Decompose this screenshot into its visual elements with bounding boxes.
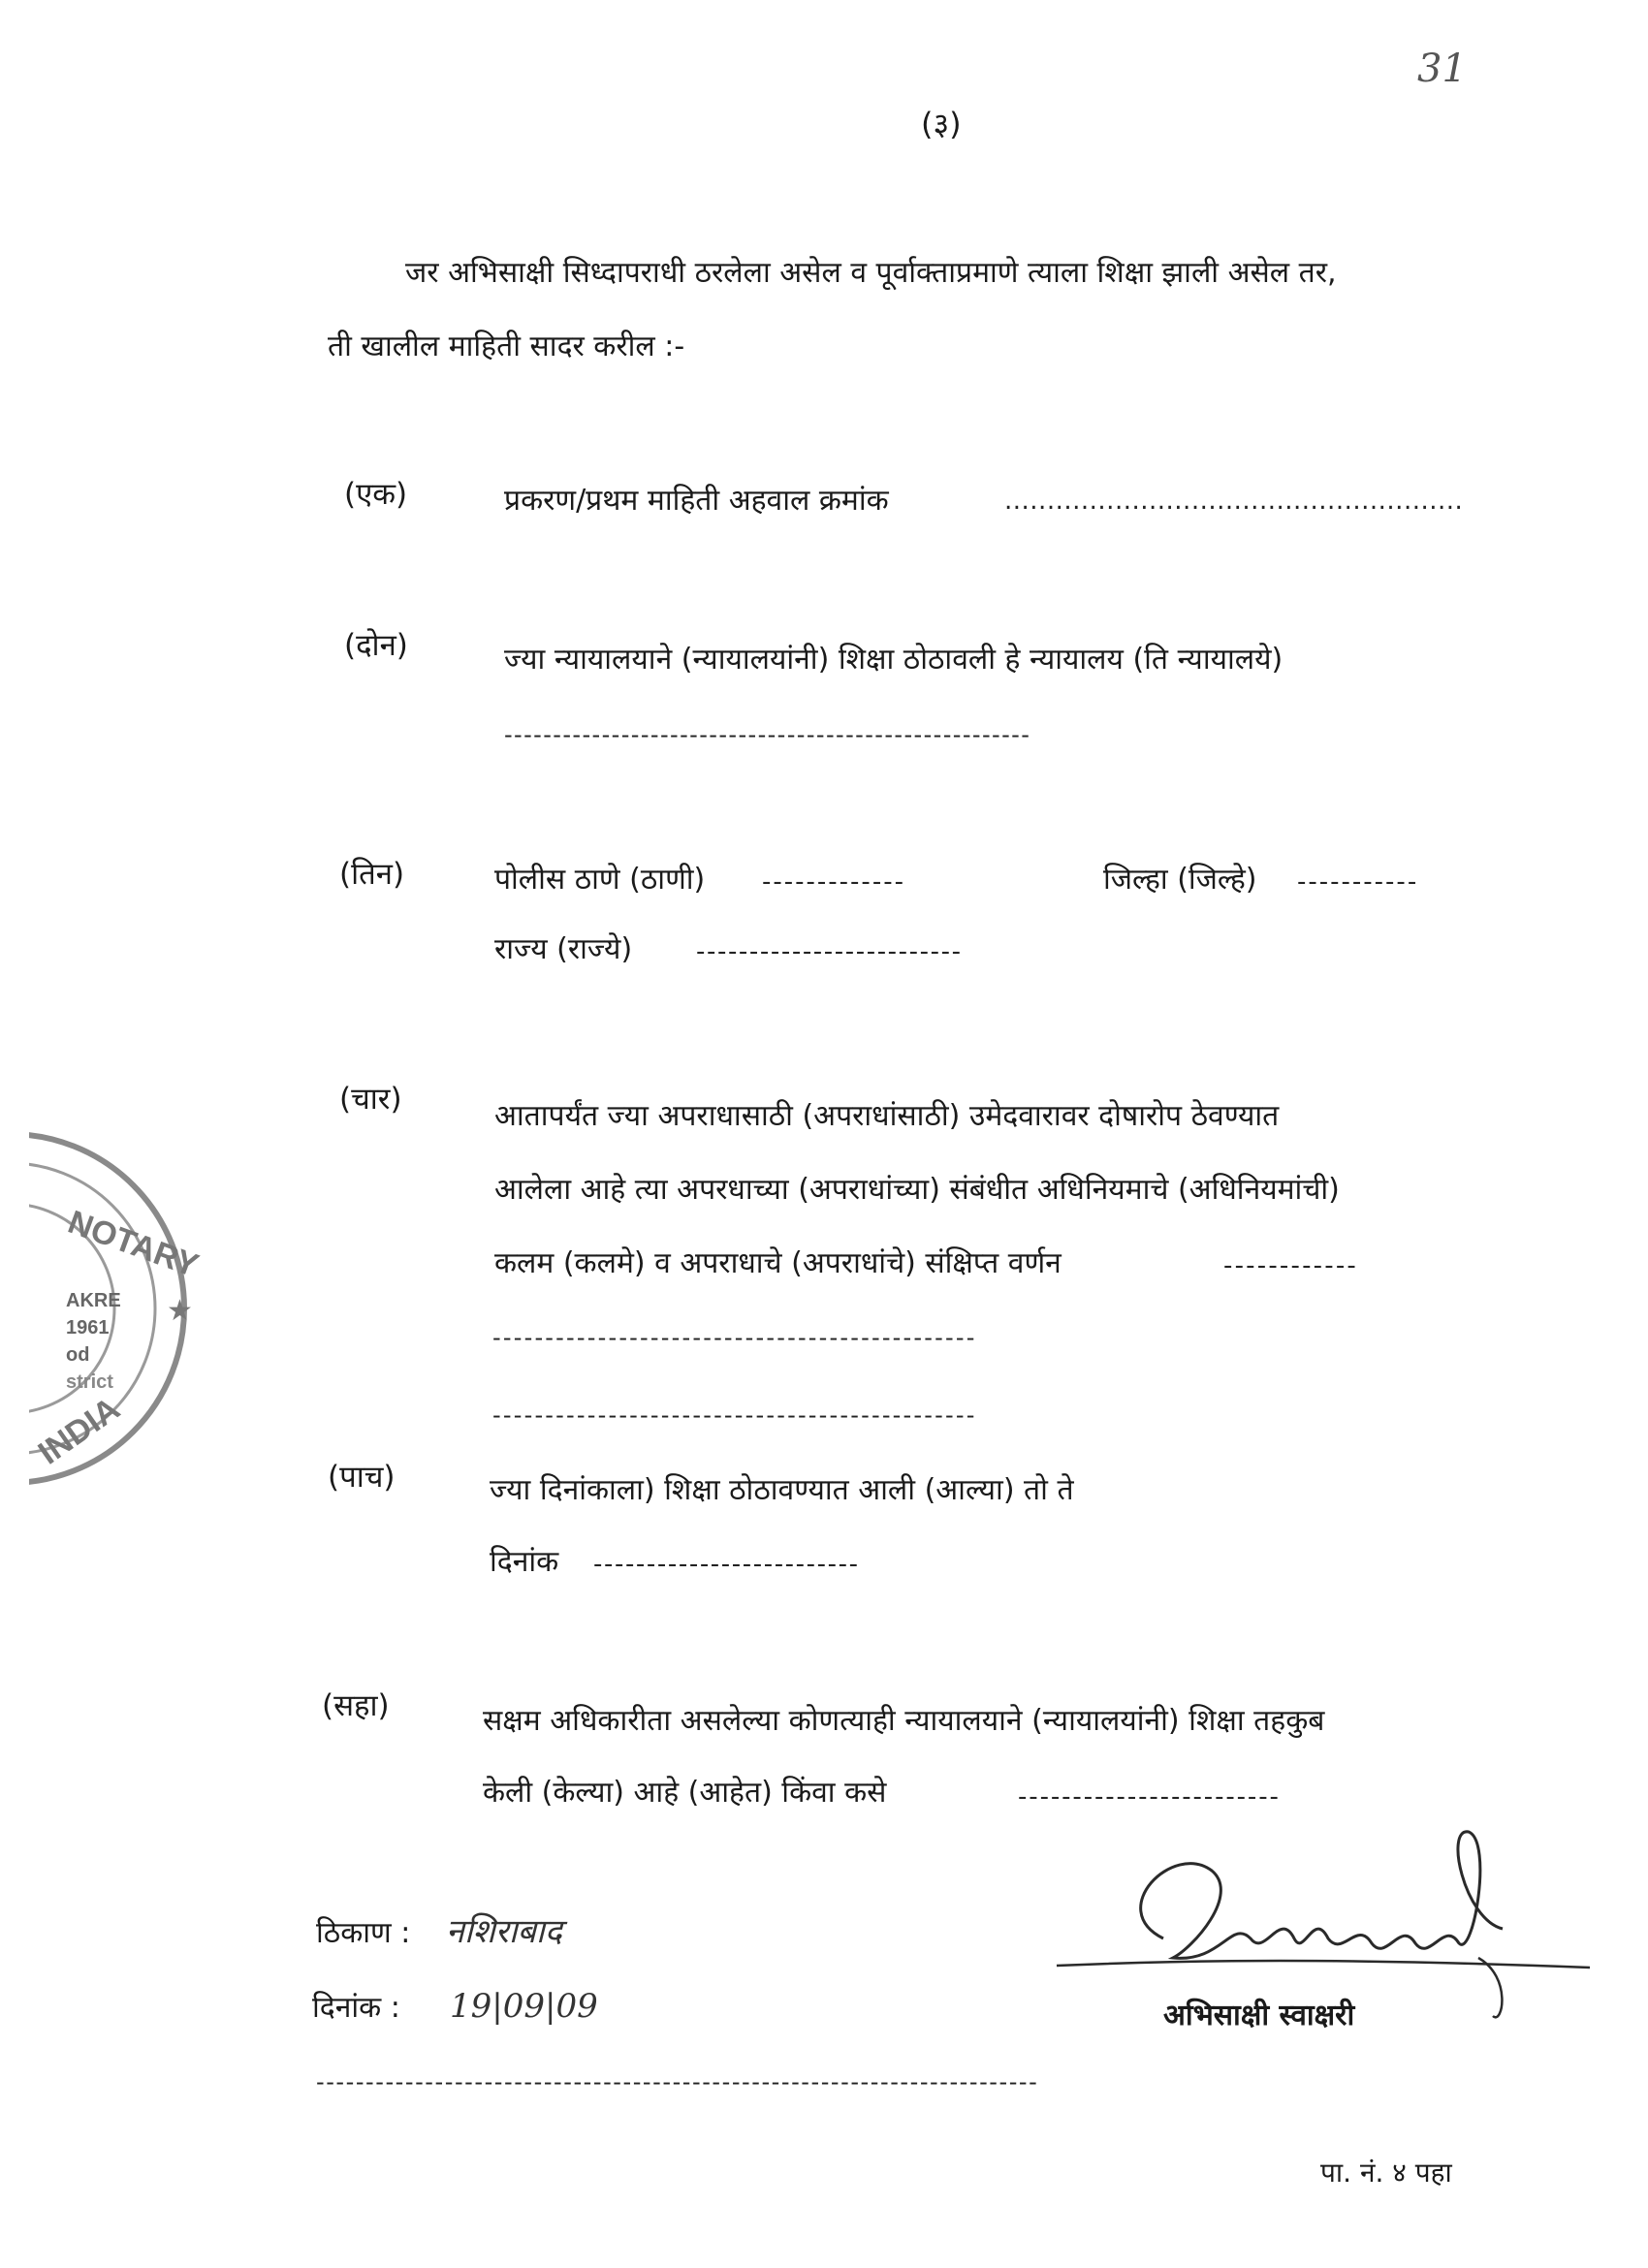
item-label-1: (एक) (344, 477, 408, 512)
stamp-line-3: od (66, 1344, 90, 1366)
stamp-line-1: AKRE (66, 1290, 121, 1311)
handwritten-page-number: 31 (1417, 47, 1467, 91)
item-label-2: (दोन) (344, 628, 408, 663)
item-2-text: ज्या न्यायालयाने (न्यायालयांनी) शिक्षा ठोठावली हे न्यायालय (ति न्यायालये) (504, 643, 1284, 677)
stamp-text-bottom: INDIA (31, 1390, 127, 1472)
item-4-line-1: आतापर्यंत ज्या अपराधासाठी (अपराधांसाठी) उमेदवारावर दोषारोप ठेवण्यात (494, 1099, 1280, 1133)
item-2-fill: ------------------------------------------------------ (504, 721, 1031, 748)
place-value: नशिराबाद (446, 1912, 562, 1951)
item-1-text: प्रकरण/प्रथम माहिती अहवाल क्रमांक (504, 484, 889, 518)
item-6-fill-2: ------------------------ (1018, 1782, 1281, 1811)
signature-scribble (1047, 1803, 1590, 2030)
item-3-fill-a: ------------- (762, 867, 905, 897)
item-4-fill-4: ---------------------------------------------- (492, 1324, 977, 1351)
svg-text:★: ★ (167, 1294, 193, 1328)
stamp-text-top: NOTARY (63, 1203, 204, 1285)
item-5-line-1: ज्या दिनांकाला) शिक्षा ठोठावण्यात आली (आल्या) तो ते (490, 1473, 1074, 1507)
stamp-line-4: strict (66, 1371, 113, 1393)
intro-line-1: जर अभिसाक्षी सिध्दापराधी ठरलेला असेल व पूर्वाक्ताप्रमाणे त्याला शिक्षा झाली असेल तर, (405, 256, 1337, 290)
item-3-text-c: राज्य (राज्ये) (494, 932, 633, 966)
item-5-fill-2: ------------------------- (593, 1550, 860, 1579)
item-6-line-2: केली (केल्या) आहे (आहेत) किंवा कसे (483, 1776, 887, 1810)
item-3-fill-c: ------------------------- (696, 937, 963, 966)
item-label-3: (तिन) (339, 857, 405, 892)
item-label-6: (सहा) (322, 1688, 390, 1723)
date-label: दिनांक : (312, 1991, 400, 2025)
place-label: ठिकाण : (316, 1916, 411, 1950)
item-4-line-2: आलेला आहे त्या अपरधाच्या (अपराधांच्या) संबंधीत अधिनियमाचे (अधिनियमांची) (494, 1173, 1340, 1207)
item-3-text-b: जिल्हा (जिल्हे) (1103, 863, 1257, 897)
item-3-fill-b: ----------- (1297, 867, 1419, 897)
item-3-text-a: पोलीस ठाणे (ठाणी) (494, 863, 706, 897)
item-label-5: (पाच) (328, 1460, 396, 1495)
item-label-4: (चार) (339, 1082, 402, 1117)
signature-label: अभिसाक्षी स्वाक्षरी (1163, 1999, 1355, 2032)
item-6-line-1: सक्षम अधिकारीता असलेल्या कोणत्याही न्यायालयाने (न्यायालयांनी) शिक्षा तहकुब (483, 1704, 1325, 1738)
notary-stamp (29, 1086, 213, 1531)
item-4-fill-3: ------------ (1223, 1251, 1358, 1280)
intro-line-2: ती खालील माहिती सादर करील :- (328, 330, 685, 363)
stamp-line-2: 1961 (66, 1317, 110, 1339)
bottom-rule: ------------------------------------------------------------------------- (316, 2068, 1039, 2095)
page-turn-note: पा. नं. ४ पहा (1320, 2157, 1452, 2189)
item-4-fill-5: ---------------------------------------------- (492, 1402, 977, 1429)
item-5-line-2: दिनांक (490, 1545, 559, 1579)
item-4-line-3: कलम (कलमे) व अपराधाचे (अपराधांचे) संक्षिप्त वर्णन (494, 1246, 1062, 1280)
date-value: 19|09|09 (450, 1987, 598, 2026)
page-heading: (३) (921, 106, 962, 142)
item-1-fill: ...................................................... (1004, 487, 1464, 516)
